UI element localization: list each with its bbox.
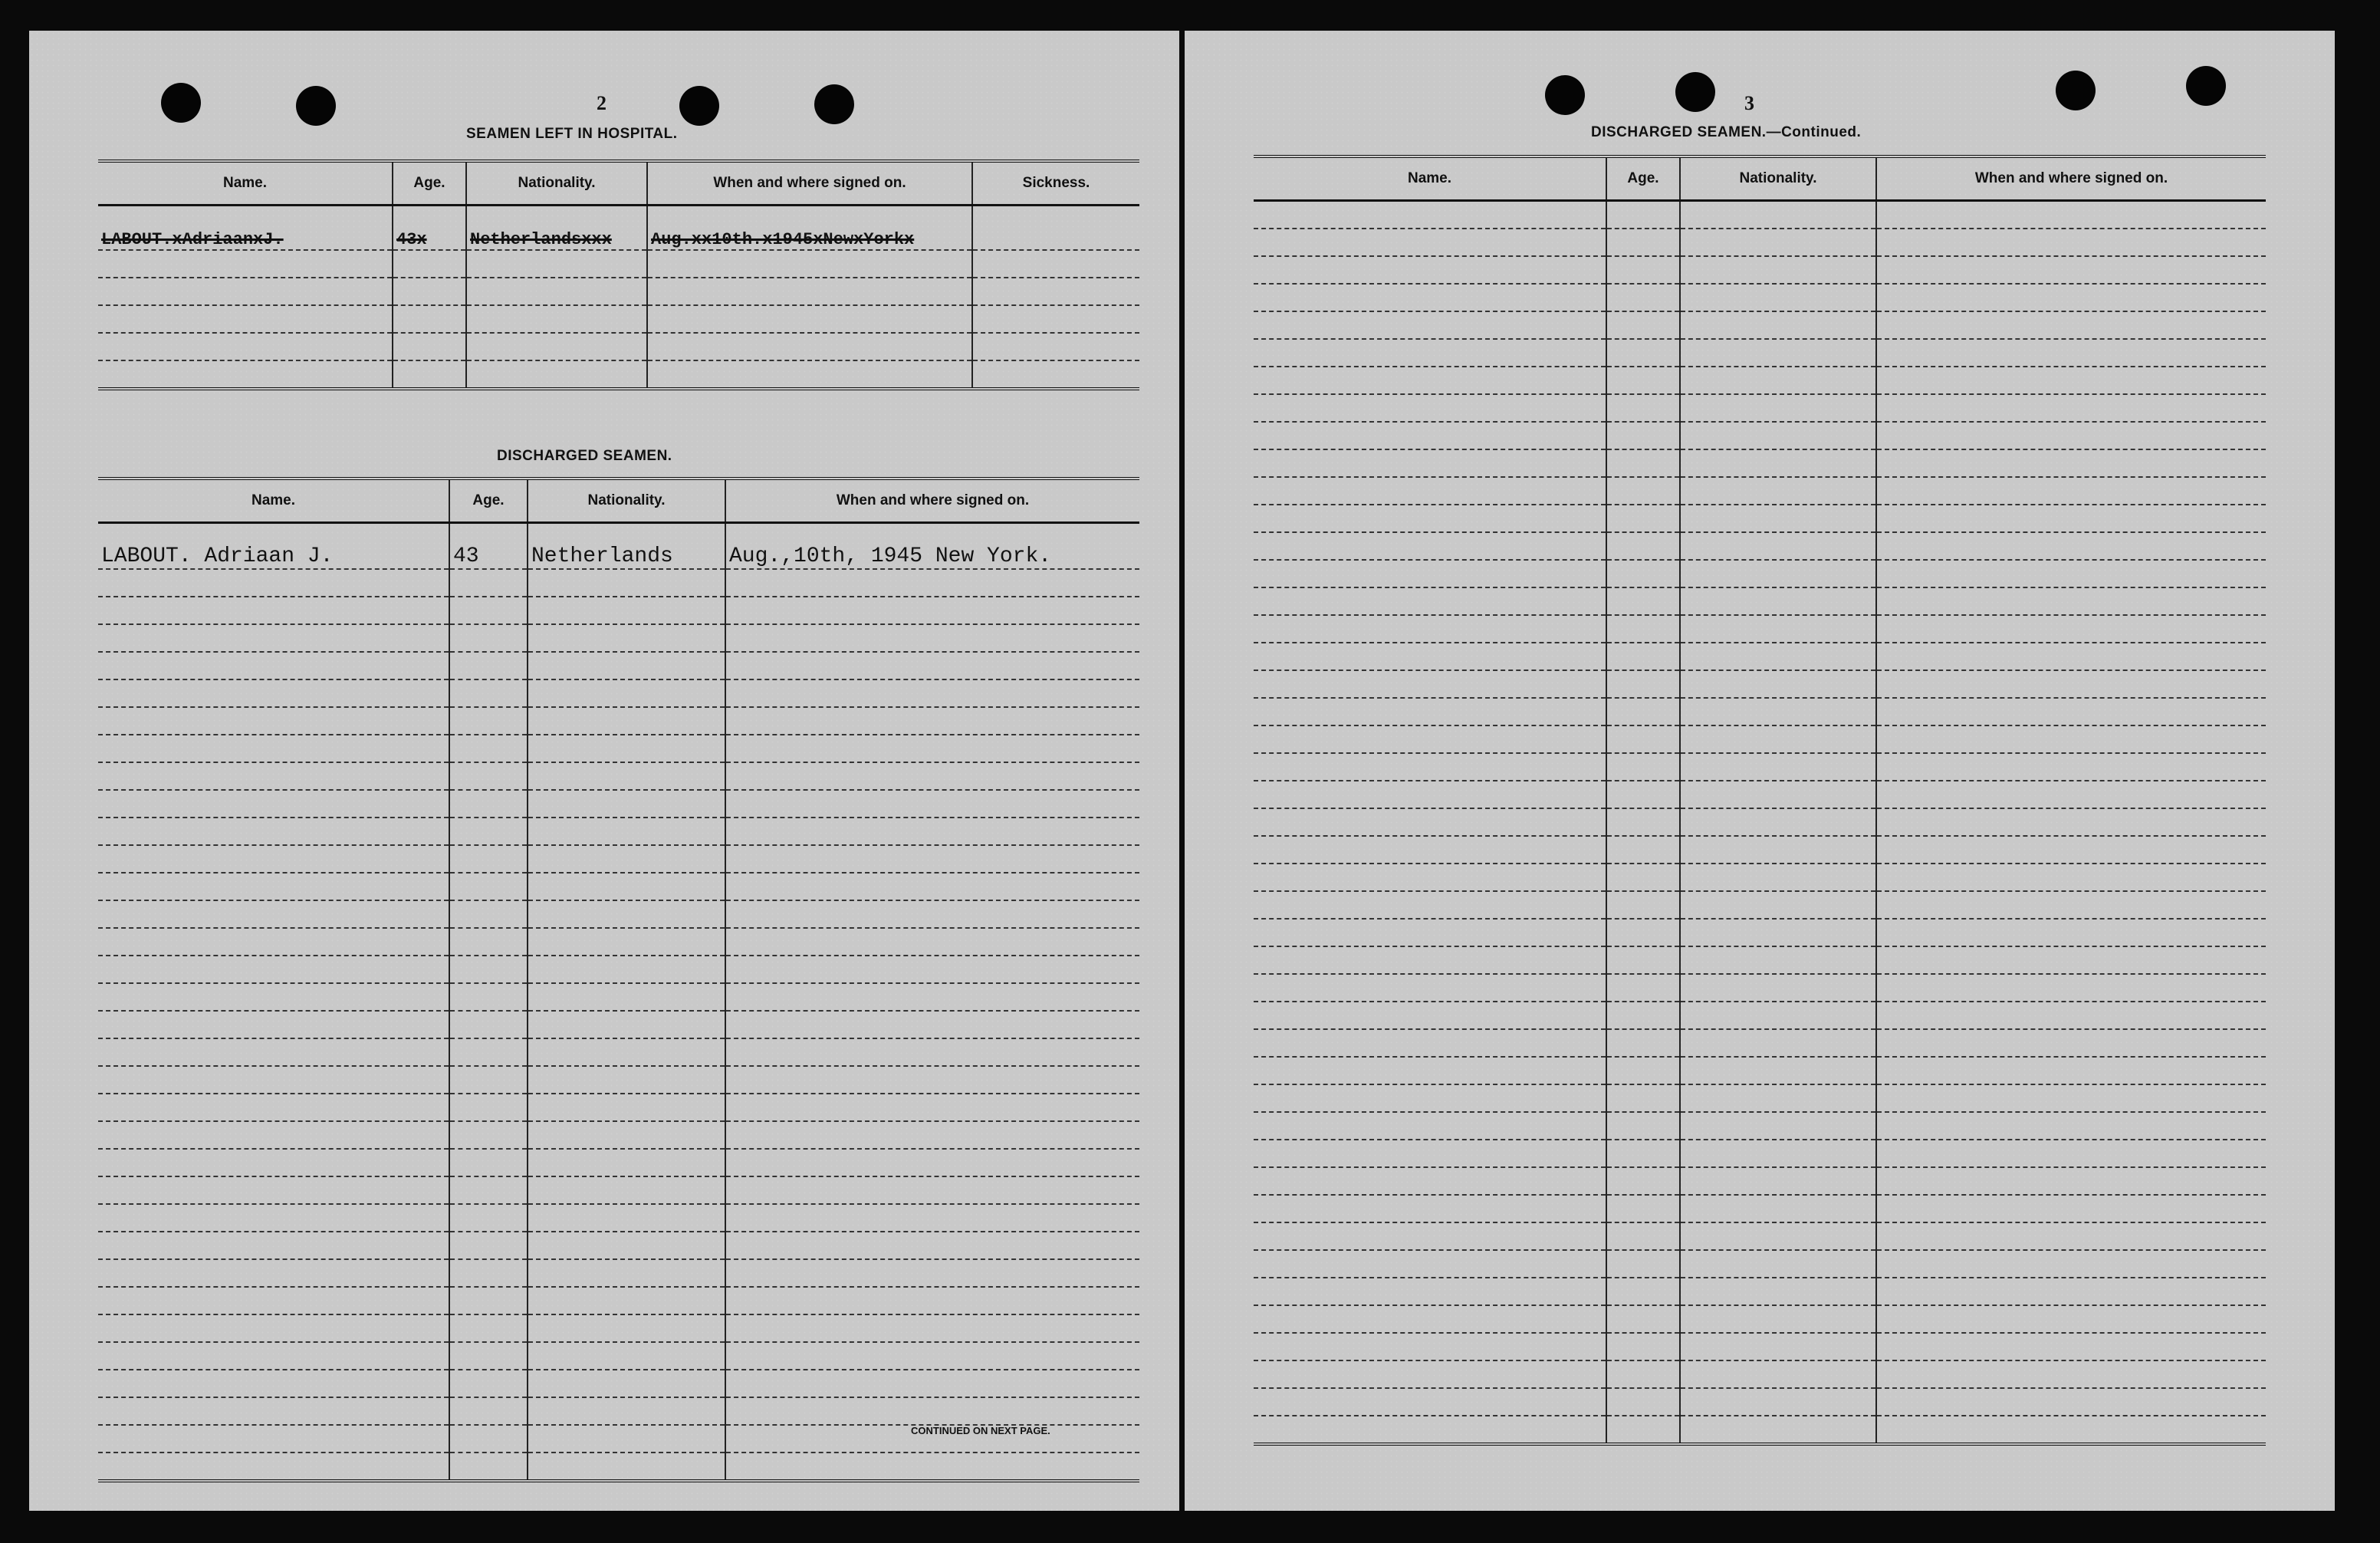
table-row xyxy=(98,873,1139,900)
table-row xyxy=(98,1342,1139,1370)
table-row xyxy=(1254,725,2266,753)
column-header-age: Age. xyxy=(449,479,528,523)
table-row xyxy=(98,523,1139,569)
table-row xyxy=(98,707,1139,735)
discharged-continued-table xyxy=(1254,155,2266,1446)
punch-hole xyxy=(2056,71,2096,110)
column-header-name: Name. xyxy=(98,161,393,206)
table-row xyxy=(98,1204,1139,1232)
table-row xyxy=(1254,1167,2266,1195)
table-row xyxy=(1254,781,2266,808)
table-row xyxy=(98,206,1139,250)
table-row xyxy=(98,1259,1139,1287)
discharged-signed-on: Aug.,10th, 1945 New York. xyxy=(725,523,1139,569)
table-row xyxy=(98,679,1139,707)
page-number: 2 xyxy=(597,92,607,114)
table-row xyxy=(1254,1360,2266,1388)
table-row xyxy=(98,250,1139,278)
table-row xyxy=(98,956,1139,983)
table-row xyxy=(1254,1002,2266,1029)
discharged-table xyxy=(98,477,1139,1482)
table-row xyxy=(98,845,1139,873)
table-row xyxy=(1254,339,2266,367)
table-row xyxy=(1254,1305,2266,1333)
table-row xyxy=(1254,974,2266,1002)
table-row xyxy=(98,597,1139,624)
table-row xyxy=(1254,367,2266,394)
table-row xyxy=(1254,1222,2266,1250)
table-row xyxy=(98,1232,1139,1259)
struck-name: LABOUT.xAdriaanxJ. xyxy=(98,206,393,250)
left-page xyxy=(29,31,1179,1511)
sickness-cell xyxy=(972,206,1139,250)
table-row xyxy=(1254,698,2266,725)
table-row xyxy=(98,928,1139,956)
table-row xyxy=(1254,1057,2266,1084)
table-row xyxy=(1254,919,2266,946)
table-row xyxy=(98,1370,1139,1397)
table-row xyxy=(1254,808,2266,836)
discharged-nationality: Netherlands xyxy=(528,523,725,569)
column-header-signed-on: When and where signed on. xyxy=(1876,156,2266,201)
table-row xyxy=(1254,311,2266,339)
table-row xyxy=(98,1149,1139,1176)
table-row xyxy=(1254,670,2266,698)
table-row xyxy=(1254,1250,2266,1278)
table-row xyxy=(1254,229,2266,256)
table-row xyxy=(98,360,1139,389)
table-row xyxy=(98,762,1139,790)
table-row xyxy=(1254,1278,2266,1305)
punch-hole xyxy=(1545,75,1585,115)
discharged-section-title: DISCHARGED SEAMEN. xyxy=(497,448,672,464)
column-header-age: Age. xyxy=(1606,156,1680,201)
punch-hole xyxy=(296,86,336,126)
table-row xyxy=(1254,946,2266,974)
table-row xyxy=(1254,1416,2266,1444)
table-row xyxy=(1254,587,2266,615)
table-row xyxy=(98,1094,1139,1121)
table-row xyxy=(1254,864,2266,891)
table-row xyxy=(1254,891,2266,919)
right-page xyxy=(1185,31,2335,1511)
table-row xyxy=(98,1176,1139,1204)
table-row xyxy=(98,1066,1139,1094)
table-row xyxy=(98,1038,1139,1066)
column-header-nationality: Nationality. xyxy=(1680,156,1876,201)
table-row xyxy=(98,983,1139,1011)
column-header-signed-on: When and where signed on. xyxy=(725,479,1139,523)
column-header-age: Age. xyxy=(393,161,466,206)
table-row xyxy=(98,1314,1139,1342)
table-row xyxy=(98,333,1139,360)
table-row xyxy=(1254,394,2266,422)
section-title: DISCHARGED SEAMEN.—Continued. xyxy=(1591,124,1862,140)
table-row xyxy=(98,1011,1139,1038)
hospital-table xyxy=(98,160,1139,390)
table-row xyxy=(1254,422,2266,449)
struck-age: 43x xyxy=(393,206,466,250)
table-row xyxy=(98,1397,1139,1425)
page-number: 3 xyxy=(1744,92,1754,114)
discharged-name: LABOUT. Adriaan J. xyxy=(98,523,449,569)
table-row xyxy=(1254,1333,2266,1360)
table-row xyxy=(98,1121,1139,1149)
table-row xyxy=(98,278,1139,305)
table-row xyxy=(98,569,1139,597)
table-row xyxy=(1254,284,2266,311)
table-row xyxy=(1254,449,2266,477)
table-row xyxy=(1254,615,2266,643)
table-row xyxy=(1254,1112,2266,1140)
table-row xyxy=(98,1453,1139,1481)
table-row xyxy=(98,652,1139,679)
table-row xyxy=(1254,532,2266,560)
punch-hole xyxy=(161,83,201,123)
column-header-name: Name. xyxy=(98,479,449,523)
table-row xyxy=(1254,753,2266,781)
struck-signed-on: Aug.xx10th.x1945xNewxYorkx xyxy=(647,206,972,250)
table-row xyxy=(1254,256,2266,284)
column-header-nationality: Nationality. xyxy=(466,161,647,206)
table-row xyxy=(98,1287,1139,1314)
table-row xyxy=(98,305,1139,333)
hospital-section-title: SEAMEN LEFT IN HOSPITAL. xyxy=(466,126,678,142)
table-row xyxy=(98,735,1139,762)
punch-hole xyxy=(2186,66,2226,106)
continued-footer: CONTINUED ON NEXT PAGE. xyxy=(911,1425,1050,1436)
punch-hole xyxy=(679,86,719,126)
discharged-age: 43 xyxy=(449,523,528,569)
punch-hole xyxy=(1675,72,1715,112)
table-row xyxy=(1254,1029,2266,1057)
table-row xyxy=(1254,505,2266,532)
column-header-sickness: Sickness. xyxy=(972,161,1139,206)
table-row xyxy=(1254,1084,2266,1112)
table-row xyxy=(1254,643,2266,670)
column-header-nationality: Nationality. xyxy=(528,479,725,523)
table-row xyxy=(98,624,1139,652)
table-row xyxy=(1254,836,2266,864)
table-row xyxy=(98,900,1139,928)
struck-nationality: Netherlandsxxx xyxy=(466,206,647,250)
table-row xyxy=(98,818,1139,845)
column-header-name: Name. xyxy=(1254,156,1606,201)
table-row xyxy=(1254,201,2266,229)
column-header-signed-on: When and where signed on. xyxy=(647,161,972,206)
table-row xyxy=(1254,1140,2266,1167)
table-row xyxy=(1254,1388,2266,1416)
table-row xyxy=(98,790,1139,818)
punch-hole xyxy=(814,84,854,124)
table-row xyxy=(1254,477,2266,505)
table-row xyxy=(1254,1195,2266,1222)
table-row xyxy=(1254,560,2266,587)
